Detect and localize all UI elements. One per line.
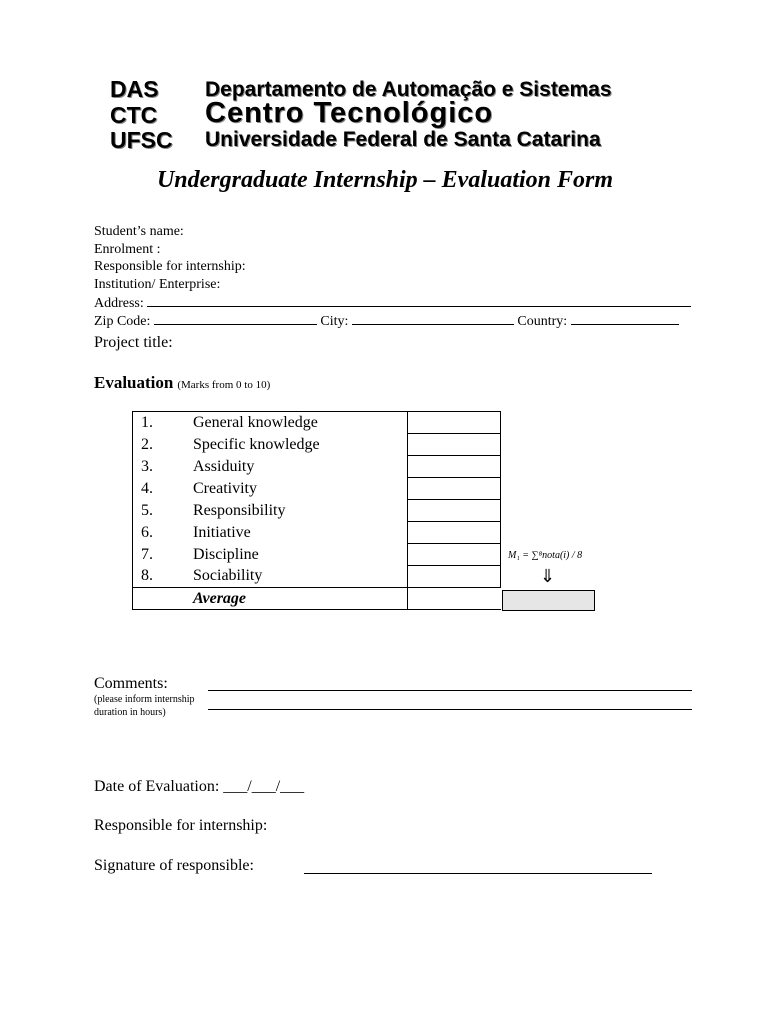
criterion-label: Assiduity	[193, 457, 255, 475]
criterion-number: 5.	[141, 501, 153, 519]
score-cell[interactable]	[408, 544, 501, 566]
evaluation-note: (Marks from 0 to 10)	[177, 379, 271, 391]
score-cell[interactable]	[408, 456, 501, 478]
project-title-field[interactable]	[94, 334, 173, 352]
criterion-row	[133, 544, 501, 566]
criterion-number: 4.	[141, 479, 153, 497]
address-field[interactable]	[94, 293, 691, 311]
header-abbr-ufsc: UFSC	[110, 127, 173, 153]
comments-label: Comments:	[94, 675, 168, 692]
enrolment-label: Enrolment :	[94, 241, 161, 257]
criterion-row	[133, 412, 501, 434]
student-info	[94, 223, 691, 328]
average-row	[133, 588, 501, 610]
criterion-number: 3.	[141, 457, 153, 475]
country-label: Country:	[517, 313, 568, 329]
zip-city-country-row	[94, 311, 691, 329]
signature-label: Signature of responsible:	[94, 857, 254, 874]
project-title-label: Project title:	[94, 334, 173, 351]
enrolment-field[interactable]	[94, 241, 691, 259]
student-name-field[interactable]	[94, 223, 691, 241]
evaluation-table	[132, 411, 501, 610]
criterion-number: 1.	[141, 413, 153, 431]
criterion-row	[133, 500, 501, 522]
evaluation-heading	[94, 373, 270, 393]
comments-line-2[interactable]	[208, 709, 692, 710]
criterion-number: 2.	[141, 435, 153, 453]
score-cell[interactable]	[408, 434, 501, 456]
criterion-label: Initiative	[193, 523, 251, 541]
average-result-cell[interactable]	[502, 590, 595, 611]
criterion-number: 7.	[141, 545, 153, 563]
date-of-evaluation[interactable]: Date of Evaluation: ___/___/___	[94, 778, 305, 795]
responsible-label: Responsible for internship:	[94, 259, 246, 274]
score-cell[interactable]	[408, 478, 501, 500]
criterion-number: 6.	[141, 523, 153, 541]
comments-line-1[interactable]	[208, 690, 692, 691]
average-label: Average	[193, 589, 247, 607]
criterion-row	[133, 522, 501, 544]
criterion-row	[133, 478, 501, 500]
criterion-label: Discipline	[193, 545, 259, 563]
city-label: City:	[320, 313, 349, 329]
down-arrow-icon: ⇓	[540, 566, 556, 586]
institution-field[interactable]	[94, 276, 691, 294]
header-abbr-ctc: CTC	[110, 102, 158, 128]
comments-note-line1: (please inform internship	[94, 694, 195, 705]
criterion-label: Sociability	[193, 567, 263, 585]
criterion-row	[133, 456, 501, 478]
score-cell[interactable]	[408, 566, 501, 588]
average-formula: M₁ = ∑⁸nota(i) / 8	[508, 550, 583, 561]
responsible-footer: Responsible for internship:	[94, 817, 268, 834]
country-line[interactable]	[571, 311, 679, 325]
criterion-label: Specific knowledge	[193, 435, 320, 453]
student-name-label: Student’s name:	[94, 224, 184, 239]
header-full-das: Departamento de Automação e Sistemas	[205, 78, 612, 101]
address-line[interactable]	[147, 293, 691, 307]
criterion-label: Creativity	[193, 479, 257, 497]
criterion-label: General knowledge	[193, 413, 318, 431]
form-title: Undergraduate Internship – Evaluation Form	[156, 167, 614, 193]
header-full-ctc: Centro Tecnológico	[205, 97, 494, 129]
score-cell[interactable]	[408, 500, 501, 522]
zip-line[interactable]	[154, 311, 317, 325]
header-abbr-das: DAS	[110, 76, 159, 102]
comments-note-line2: duration in hours)	[94, 707, 166, 718]
evaluation-title: Evaluation	[94, 373, 174, 392]
score-cell[interactable]	[408, 522, 501, 544]
average-score-cell	[408, 588, 501, 610]
criterion-number: 8.	[141, 567, 153, 585]
criterion-row	[133, 566, 501, 588]
criterion-label: Responsibility	[193, 501, 286, 519]
address-label: Address:	[94, 296, 144, 311]
score-cell[interactable]	[408, 412, 501, 434]
responsible-field[interactable]	[94, 258, 691, 276]
criterion-row	[133, 434, 501, 456]
header-full-ufsc: Universidade Federal de Santa Catarina	[205, 128, 601, 151]
zip-label: Zip Code:	[94, 313, 151, 329]
comments-note	[94, 693, 195, 719]
institution-label: Institution/ Enterprise:	[94, 276, 221, 292]
city-line[interactable]	[352, 311, 514, 325]
signature-line[interactable]	[304, 873, 652, 874]
